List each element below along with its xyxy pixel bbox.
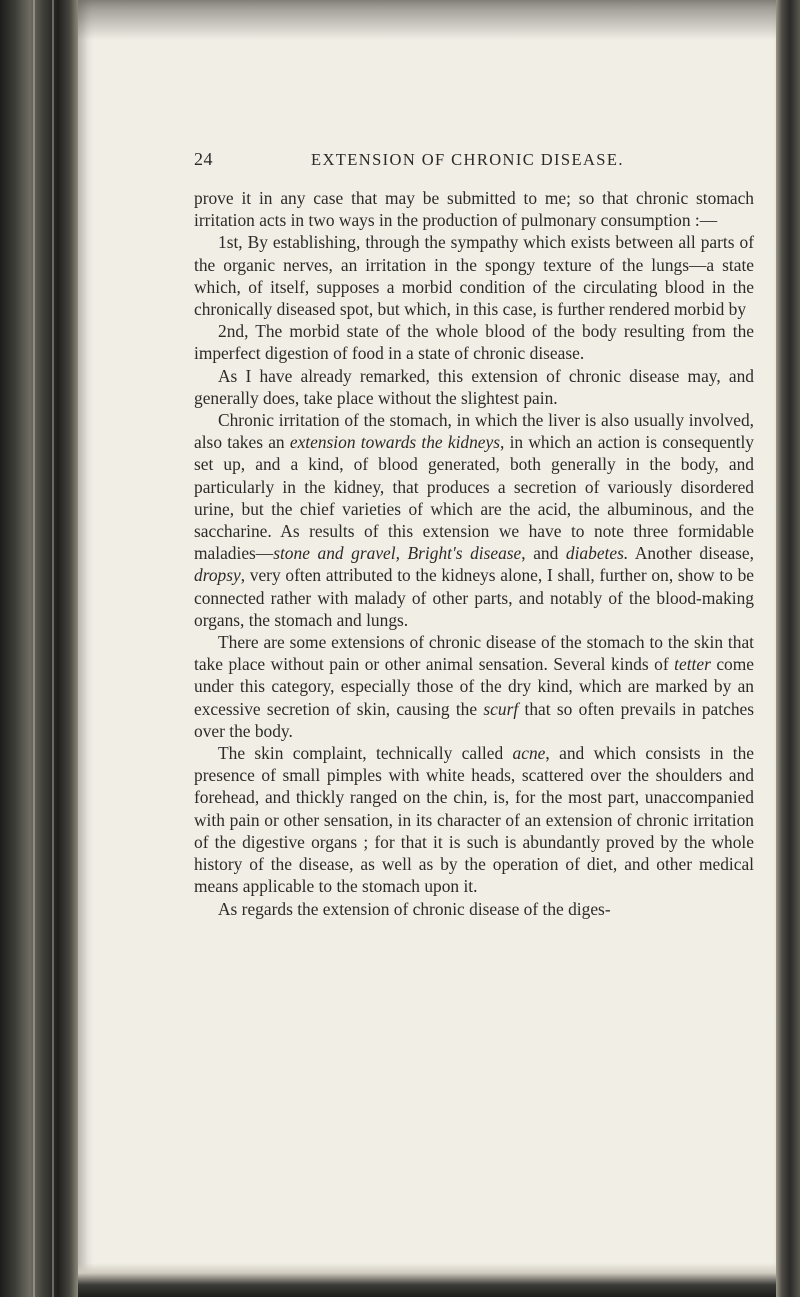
italic-text: diabetes.: [565, 543, 629, 564]
paragraph: [194, 231, 754, 320]
text-run: As I have already remarked, this extension of chronic disease may, and generally does, take place without the slightest pain.: [194, 365, 754, 408]
page-top-shadow: [78, 0, 776, 40]
paragraph: [194, 742, 754, 897]
text-run: As regards the extension of chronic disease of the diges-: [218, 898, 611, 919]
gutter-crease: [52, 0, 54, 1297]
text-run: , and which consists in the presence of small pimples with white heads, scattered over the shoulders and forehead, and thickly ranged on the chin, is, for the most part, unaccompanied with pain or other sensation, in its character of an extension of chronic irritation of the digestive organs ; for that it is such is abundantly proved by the whole history of the disease, as well as by the operation of diet, and other medical means applicable to the stomach upon it.: [194, 743, 755, 897]
book-right-edge: [776, 0, 800, 1297]
italic-text: tetter: [674, 654, 711, 675]
running-head: [78, 149, 776, 171]
page-number: 24: [194, 149, 213, 169]
text-run: There are some extensions of chronic disease of the stomach to the skin that take place without pain or other animal sensation. Several kinds of: [194, 632, 754, 675]
paragraph: [194, 898, 754, 920]
text-run: The skin complaint, technically called: [218, 743, 513, 764]
paragraph: [194, 187, 754, 231]
body-text: [194, 187, 754, 920]
text-run: , very often attributed to the kidneys alone, I shall, further on, show to be connected rather with malady of other parts, and notably of the blood-making organs, the stomach and lungs.: [194, 565, 754, 630]
text-run: prove it in any case that may be submitted to me; so that chronic stomach irritation acts in two ways in the production of pulmonary consumption :—: [194, 188, 754, 231]
text-run: , in which an action is consequently set up, and a kind, of blood generated, both generally in the body, and particularly in the kidney, that produces a secretion of variously disordered urine, but the chief varieties of which are the acid, the albuminous, and the saccharine. As results of this extension we have to note three formidable maladies—: [194, 432, 754, 564]
italic-text: acne: [512, 743, 546, 764]
book-page: [78, 0, 776, 1297]
text-run: 2nd, The morbid state of the whole blood of the body resulting from the imperfect digestion of food in a state of chronic disease.: [194, 321, 754, 364]
gutter-crease: [33, 0, 35, 1297]
italic-text: scurf: [483, 698, 519, 719]
running-title: EXTENSION OF CHRONIC DISEASE.: [311, 150, 624, 169]
italic-text: extension towards the kidneys: [289, 432, 500, 453]
text-run: 1st, By establishing, through the sympathy which exists between all parts of the organic nerves, an irritation in the spongy texture of the lungs—a state which, of itself, supposes a morbid condition of the circulating blood in the chronically diseased spot, but which, in this case, is further rendered morbid by: [194, 232, 754, 320]
text-run: Another disease,: [628, 543, 754, 564]
paragraph: [194, 409, 754, 631]
page-bottom-edge: [78, 1263, 776, 1297]
text-run: that so often prevails in patches over the body.: [194, 698, 754, 741]
italic-text: stone and gravel, Bright's disease: [273, 543, 522, 564]
text-run: come under this category, especially those of the dry kind, which are marked by an excessive secretion of skin, causing the: [194, 654, 755, 719]
text-run: , and: [521, 543, 566, 564]
book-gutter: [0, 0, 78, 1297]
text-run: Chronic irritation of the stomach, in which the liver is also usually involved, also takes an: [194, 410, 754, 453]
paragraph: [194, 631, 754, 742]
italic-text: dropsy: [194, 565, 241, 586]
paragraph: [194, 320, 754, 364]
paragraph: [194, 365, 754, 409]
